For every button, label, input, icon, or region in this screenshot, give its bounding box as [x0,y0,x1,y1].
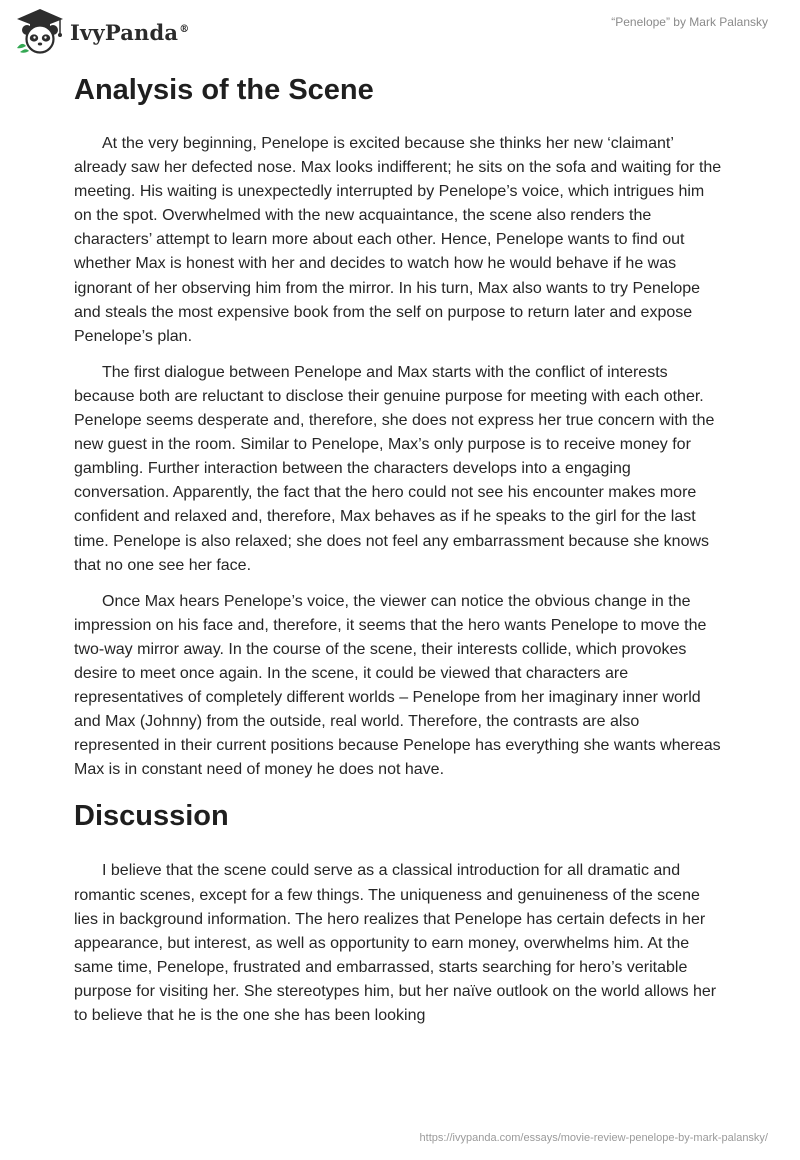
document-title: “Penelope” by Mark Palansky [611,15,768,29]
brand-text: IvyPanda [70,19,179,45]
panda-graduate-icon [14,8,66,54]
source-url-link[interactable]: https://ivypanda.com/essays/movie-review-penelope-by-mark-palansky/ [419,1132,768,1144]
paragraph: I believe that the scene could serve as a classical introduction for all dramatic and romantic scenes, except for a few things. The uniqueness and genuineness of the scene lies in background information. The hero realizes that Penelope has certain defects in her appearance, but interest, as well as opportunity to earn money, overwhelms him. At the same time, Penelope, frustrated and embarrassed, starts searching for hero’s veritable purpose for visiting her. She stereotypes him, but her naïve outlook on the world allows her to believe that he is the one she has been looking [74,862,717,1024]
page-header [0,0,800,60]
section-heading-analysis: Analysis of the Scene [74,74,374,106]
registered-mark: ® [179,23,190,35]
paragraph: At the very beginning, Penelope is excited because she thinks her new ‘claimant’ already saw her defected nose. Max looks indifferent; he sits on the sofa and waiting for the meeting. His waiting is unexpectedly interrupted by Penelope’s voice, which intrigues him on the spot. Overwhelmed with the new acquaintance, the scene also renders the characters’ attempt to learn more about each other. Hence, Penelope wants to find out whether Max is honest with her and decides to watch how he would behave if he was ignorant of her observing him from the mirror. In his turn, Max also wants to try Penelope and steals the most expensive book from the self on purpose to return later and expose Penelope’s plan. [74,135,722,345]
ivypanda-logo[interactable] [14,8,189,54]
section-heading-discussion: Discussion [74,800,229,833]
paragraph: Once Max hears Penelope’s voice, the viewer can notice the obvious change in the impression on his face and, therefore, it seems that the hero wants Penelope to move the two-way mirror away. In the course of the scene, their interests collide, which provokes desire to meet once again. In the scene, it could be viewed that characters are representatives of completely different worlds – Penelope from her imaginary inner world and Max (Johnny) from the outside, real world. Therefore, the contrasts are also represented in their current positions because Penelope has everything she wants whereas Max is in constant need of money he does not have. [74,592,721,779]
essay-content [74,70,726,1040]
paragraph: The first dialogue between Penelope and Max starts with the conflict of interests because both are reluctant to disclose their genuine purpose for meeting with each other. Penelope seems desperate and, therefore, she does not express her true concern with the new guest in the room. Similar to Penelope, Max’s only purpose is to receive money for gambling. Further interaction between the characters develops into a engaging conversation. Apparently, the fact that the hero could not see his encounter makes more confident and relaxed and, therefore, Max behaves as if he speaks to the girl for the last time. Penelope is also relaxed; she does not feel any embarrassment because she knows that no one see her face. [74,363,715,574]
brand-name [70,20,189,45]
